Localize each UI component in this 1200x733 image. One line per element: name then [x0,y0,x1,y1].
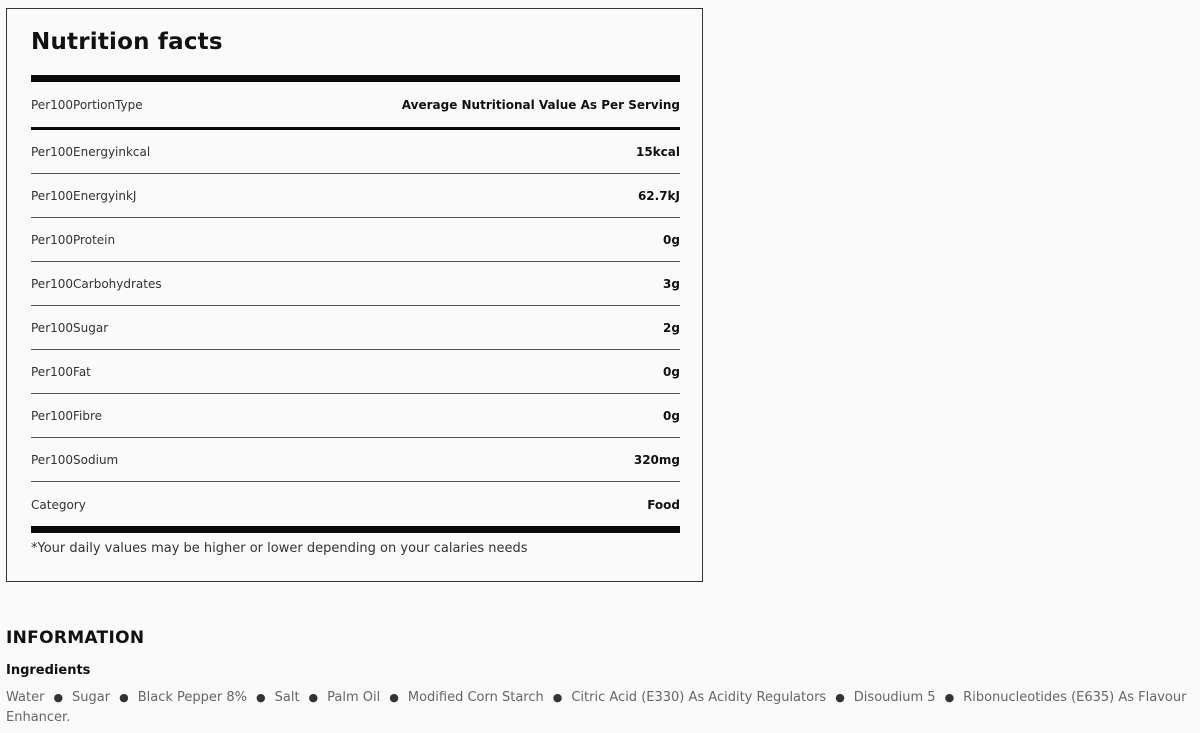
ingredients-heading: Ingredients [6,663,91,678]
nutrient-value: 0g [663,364,680,379]
nutrient-value: 0g [663,408,680,423]
nutrient-label: Per100Fibre [31,408,103,423]
nutrient-row [31,262,680,306]
nutrition-facts-title: Nutrition facts [31,29,223,55]
bullet-separator: ● [944,691,955,704]
category-label: Category [31,498,86,512]
nutrient-value: 0g [663,232,680,247]
nutrient-label: Per100EnergyinkJ [31,188,137,203]
daily-values-footnote: *Your daily values may be higher or lower depending on your calaries needs [31,541,528,556]
nutrient-row [31,174,680,218]
bottom-thick-divider [31,526,680,533]
ingredient-item: Salt [274,690,300,705]
nutrient-label: Per100Carbohydrates [31,276,162,291]
bullet-separator: ● [389,691,399,704]
nutrient-label: Per100Sodium [31,452,119,467]
portion-type-label: Per100PortionType [31,98,143,112]
ingredient-item: Sugar [72,690,111,705]
category-row [31,483,680,527]
nutrient-row [31,218,680,262]
ingredients-list [6,688,1196,728]
bullet-separator: ● [552,691,563,704]
nutrient-label: Per100Fat [31,364,91,379]
nutrient-value: 320mg [633,452,680,467]
nutrient-value: 62.7kJ [637,188,680,203]
ingredient-item: Water [6,690,45,705]
nutrient-row [31,394,680,438]
bullet-separator: ● [53,691,64,704]
bullet-separator: ● [835,691,845,704]
nutrient-row [31,438,680,482]
portion-type-row [31,83,680,127]
nutrient-label: Per100Protein [31,232,116,247]
ingredient-item: Disoudium 5 [853,690,936,705]
nutrient-row [31,130,680,174]
ingredient-item: Palm Oil [327,690,381,705]
category-value: Food [647,498,680,512]
ingredient-item: Black Pepper 8% [137,690,247,705]
top-thick-divider [31,75,680,82]
ingredient-item: Citric Acid (E330) As Acidity Regulators [571,690,827,705]
portion-type-value: Average Nutritional Value As Per Serving [401,98,680,112]
nutrient-label: Per100Sugar [31,320,109,335]
nutrient-value: 15kcal [635,144,680,159]
information-heading: INFORMATION [6,628,145,648]
ingredient-item: Ribonucleotides (E635) As Flavour Enhancer. [6,690,1187,725]
nutrient-row [31,350,680,394]
bullet-separator: ● [256,691,266,704]
ingredient-item: Modified Corn Starch [407,690,544,705]
nutrient-label: Per100Energyinkcal [31,144,151,159]
nutrient-value: 3g [663,276,680,291]
nutrient-value: 2g [663,320,680,335]
bullet-separator: ● [119,691,129,704]
bullet-separator: ● [308,691,319,704]
nutrient-row [31,306,680,350]
nutrition-facts-panel [6,8,703,582]
